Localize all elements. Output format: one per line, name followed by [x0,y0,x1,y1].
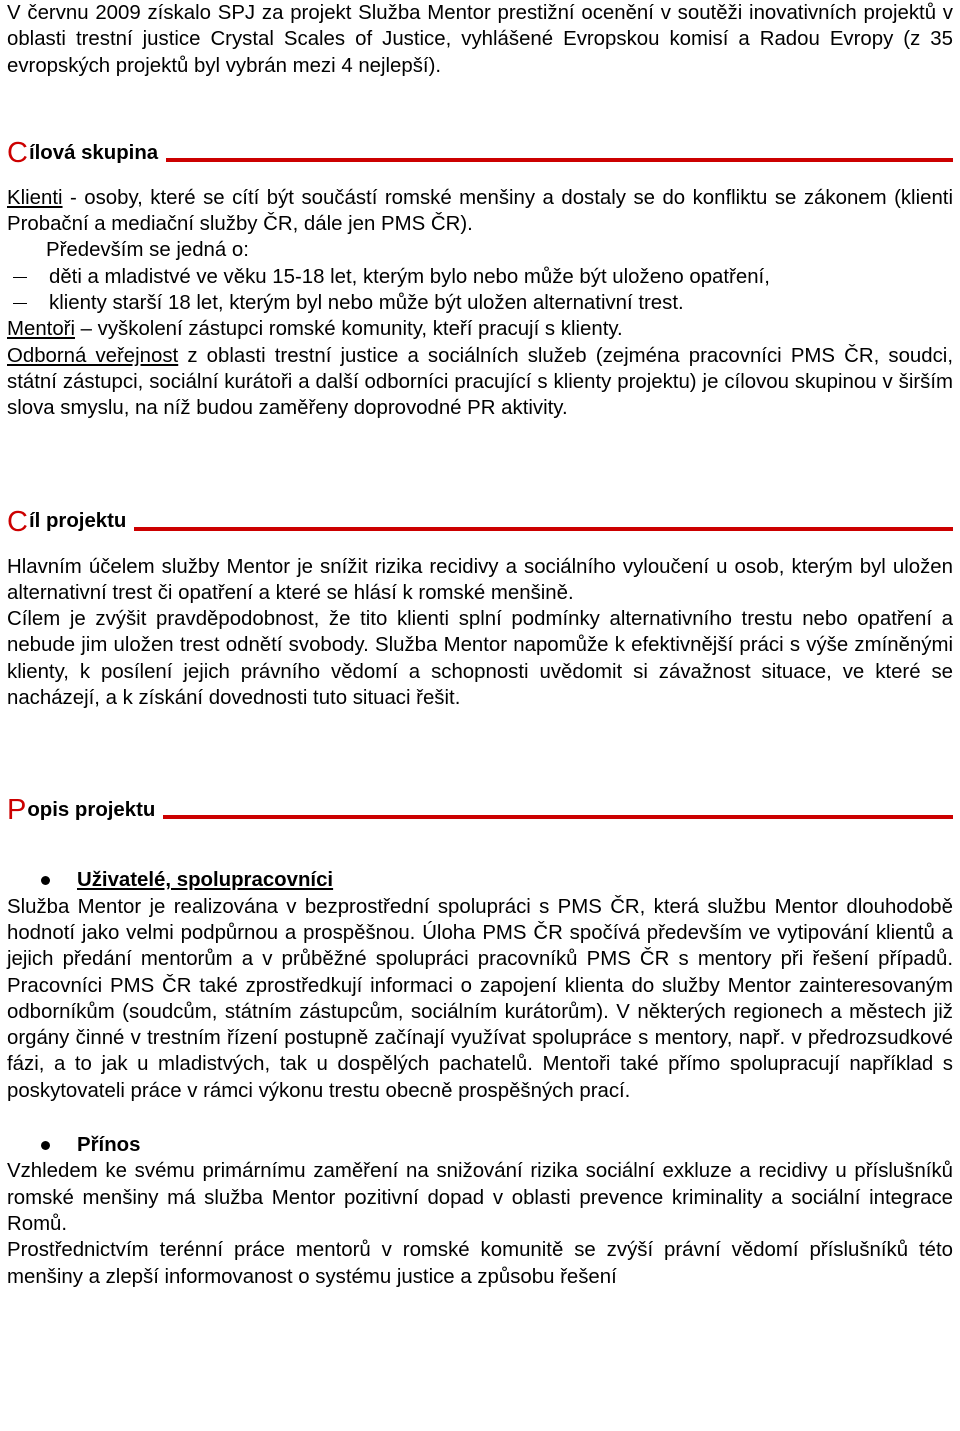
benefit-subheading [7,1132,953,1158]
target-group-heading [7,132,953,168]
clients-text: - osoby, které se cítí být součástí romské menšiny a dostaly se do konfliktu se zákonem (klienti Probační a mediační služby ČR, dále jen PMS ČR). [7,186,953,236]
bullet-dot [41,1141,50,1150]
users-paragraph: Služba Mentor je realizována v bezprostřední spolupráci s PMS ČR, která službu Mentor dlouhodobě hodnotí jako velmi podpůrnou a prospěšnou. Úloha PMS ČR spočívá především ve vytipování klientů a jejich předání mentorům a v průběžné spolupráci pracovníků PMS ČR s mentory při řešení případů. Pracovníci PMS ČR také zprostředkují informaci o zapojení klienta do služby Mentor zainteresovaným odborníkům (soudcům, státním zástupcům, sociálním kurátorům). V některých regionech a městech již orgány činné v trestním řízení postupně začínají využívat spolupráce s mentory, např. v předrozsudkové fázi, a to jak u mladistvých, tak u dospělých pachatelů. Mentoři také přímo spolupracují například s poskytovateli práce v rámci výkonu trestu obecně prospěšných prací. [7,895,953,1102]
heading-rule [134,527,953,531]
description-section [7,789,953,1289]
list-item: děti a mladistvé ve věku 15-18 let, kterým bylo nebo může být uloženo opatření, [7,264,953,290]
clients-label: Klienti [7,186,63,209]
heading-initial: C [7,505,28,538]
mentors-label: Mentoři [7,318,75,341]
benefit-paragraph-1: Vzhledem ke svému primárnímu zaměření na snižování rizika sociální exkluze a recidivy u příslušníků romské menšiny má služba Mentor pozitivní dopad v oblasti prevence kriminality a sociální integrace Romů. [7,1160,953,1235]
goal-heading [7,501,953,537]
goal-section [7,501,953,712]
public-text: z oblasti trestní justice a sociálních služeb (zejména pracovníci PMS ČR, soudci, státní zástupci, sociální kurátoři a další odborníci pracující s klienty projektu) je cílovou skupinou v širším slova smyslu, na níž budou zaměřeny doprovodné PR aktivity. [7,344,953,420]
public-paragraph [7,343,953,422]
bullet-dot [41,876,50,885]
mentors-paragraph [7,316,953,342]
target-list [7,264,953,317]
goal-paragraph-2: Cílem je zvýšit pravděpodobnost, že tito klienti splní podmínky alternativního trestu nebo opatření a nebude jim uložen trest odnětí svobody. Služba Mentor napomůže k efektivnější práci s výše zmíněnými klienty, k posílení jejich právního vědomí a schopnosti uvědomit si závažnost situace, ve které se nacházejí, a k získání dovednosti tuto situaci řešit. [7,608,953,710]
benefit-paragraph-2: Prostřednictvím terénní práce mentorů v romské komunitě se zvýší právní vědomí příslušníků této menšiny a zlepší informovanost o systému justice a způsobu řešení [7,1239,953,1288]
clients-paragraph [7,185,953,238]
heading-rule [163,815,953,819]
heading-text: ílová skupina [28,141,159,164]
users-subheading [7,867,953,893]
public-label: Odborná veřejnost [7,344,179,367]
heading-text: opis projektu [27,799,156,822]
goal-paragraph-1: Hlavním účelem služby Mentor je snížit rizika recidivy a sociálního vyloučení u osob, kterým byl uložen alternativní trest či opatření a které se hlásí k romské menšině. [7,555,953,604]
intro-paragraph: V červnu 2009 získalo SPJ za projekt Služba Mentor prestižní ocenění v soutěži inovativních projektů v oblasti trestní justice Crystal Scales of Justice, vyhlášené Evropskou komisí a Radou Evropy (z 35 evropských projektů byl vybrán mezi 4 nejlepší). [7,2,953,77]
document-page [7,0,953,1290]
heading-text: íl projektu [28,510,127,533]
list-item: klienty starší 18 let, kterým byl nebo může být uložen alternativní trest. [7,290,953,316]
benefit-subheading-text: Přínos [77,1134,141,1157]
especially-text: Především se jedná o: [46,239,249,262]
description-heading [7,789,953,825]
target-group-section [7,132,953,422]
mentors-text: – vyškolení zástupci romské komunity, kteří pracují s klienty. [75,318,623,341]
heading-initial: C [7,136,28,169]
users-subheading-text: Uživatelé, spolupracovníci [77,869,334,892]
heading-rule [166,158,953,162]
heading-initial: P [7,794,27,827]
